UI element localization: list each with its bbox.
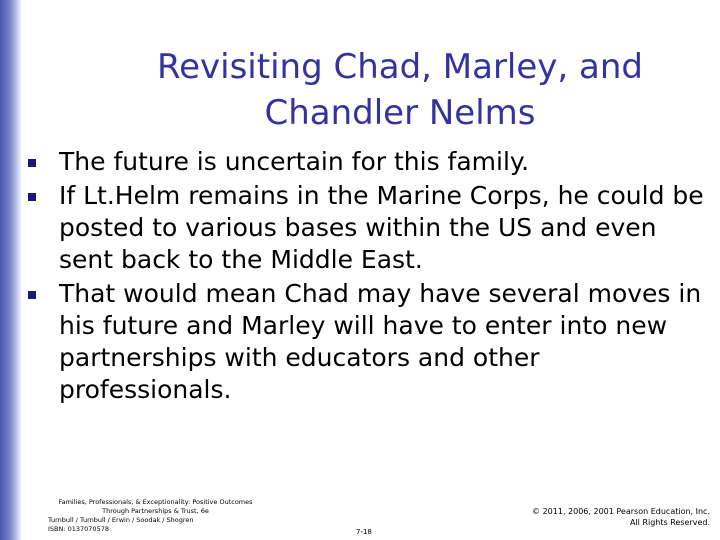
- book-title-line-2: Through Partnerships & Trust, 6e: [102, 507, 209, 515]
- square-bullet-icon: [28, 291, 36, 299]
- bullet-item: [24, 146, 714, 178]
- copyright-notice: [490, 506, 710, 528]
- bullet-text: That would mean Chad may have several moves in his future and Marley will have to enter into new partnerships with educators and other professionals.: [59, 279, 702, 404]
- copyright-line: © 2011, 2006, 2001 Pearson Education, Inc.: [532, 507, 710, 516]
- square-bullet-icon: [28, 159, 36, 167]
- bullet-item: [24, 278, 714, 406]
- bullet-item: [24, 180, 714, 276]
- slide-title: [110, 44, 690, 136]
- book-title-line-1: Families, Professionals, & Exceptionality: Positive Outcomes: [58, 498, 253, 506]
- square-bullet-icon: [28, 193, 36, 201]
- rights-line: All Rights Reserved.: [629, 518, 710, 527]
- page-number: 7-18: [356, 528, 372, 536]
- book-authors: Turnbull / Turnbull / Erwin / Soodak / Shogren: [48, 516, 194, 524]
- title-line-2: Chandler Nelms: [264, 93, 536, 133]
- bullet-list: [24, 146, 714, 408]
- side-gradient-band: [0, 0, 22, 540]
- book-isbn: ISBN: 0137070578: [48, 525, 109, 533]
- title-line-1: Revisiting Chad, Marley, and: [157, 47, 643, 87]
- bullet-text: If Lt.Helm remains in the Marine Corps, he could be posted to various bases within the US and even sent back to the Middle East.: [59, 181, 704, 274]
- bullet-text: The future is uncertain for this family.: [59, 147, 530, 176]
- book-citation: [48, 498, 263, 534]
